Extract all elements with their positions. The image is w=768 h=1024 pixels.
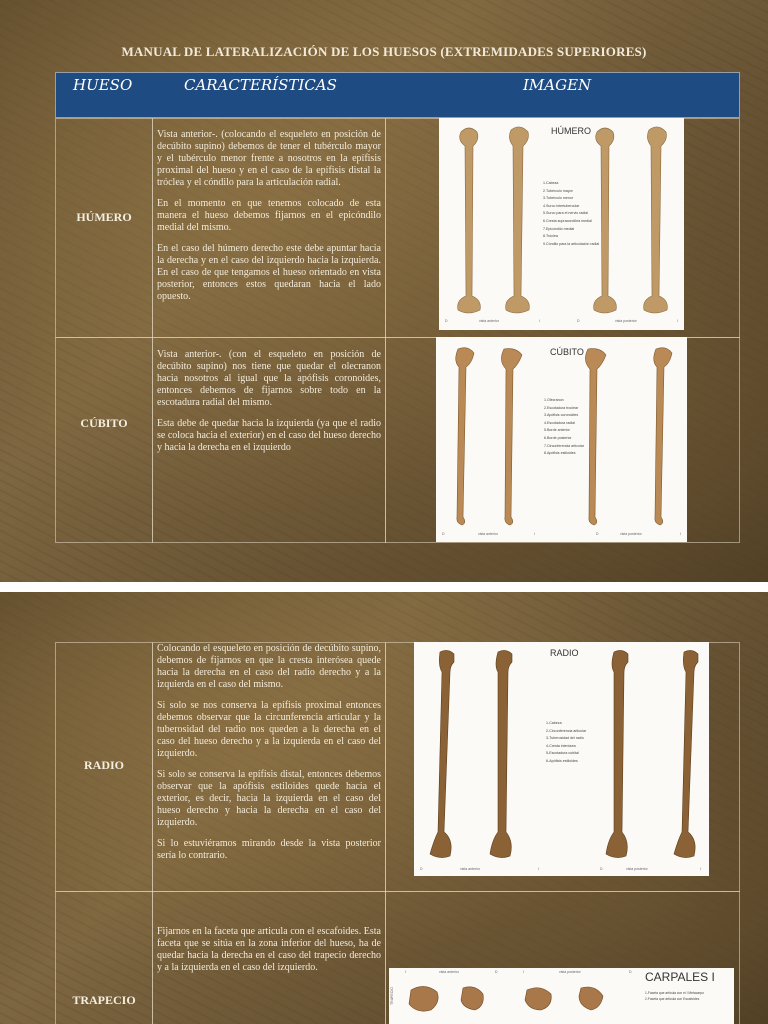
caption-view: vista posterior: [615, 319, 637, 323]
humero-legend-item: 5.Surco para el nervio radial: [543, 211, 588, 216]
radio-legend-item: 4-Cresta interósea: [546, 743, 576, 748]
cubito-legend-item: 7.Circunferencia articular: [544, 443, 584, 448]
humero-legend-item: 2.Tubérculo mayor: [543, 188, 573, 193]
radio-legend-item: 5-Escotadura cubital: [546, 751, 579, 756]
trapecio-side-label: TRAPECIO: [389, 987, 394, 1005]
radio-paragraph-4: Si lo estuviéramos mirando desde la vista posterior sería lo contrario.: [157, 838, 381, 861]
humero-image: [439, 118, 684, 330]
humero-legend-item: 8.Tróclea: [543, 234, 558, 239]
cubito-paragraph-2: Esta debe de quedar hacia la izquierda (ya que el radio se coloca hacia el exterior) en el caso del hueso derecho y hacia la derecha en el izquierdo: [157, 418, 381, 453]
bone-name-humero: HÚMERO: [76, 210, 132, 224]
radio-description: [157, 643, 381, 871]
cell-cubito-name: [55, 337, 153, 543]
radio-legend-item: 3-Tuberosidad del radio: [546, 736, 584, 741]
table-header: [55, 72, 740, 118]
humero-description: [157, 129, 381, 312]
radio-legend-item: 1-Cabeza: [546, 721, 562, 725]
cubito-legend-item: 8.Apófisis estiloides: [544, 451, 576, 456]
humero-legend-item: 7.Epicóndilo medial: [543, 226, 575, 231]
cubito-legend-item: 6.Borde posterior: [544, 435, 572, 440]
caption-view: vista anterior: [439, 970, 460, 974]
radio-image-title: RADIO: [550, 648, 579, 658]
radio-image: [414, 642, 709, 876]
humero-legend-item: 6.Cresta supracondílea medial: [543, 218, 592, 223]
cubito-legend-item: 3.Apófisis coronoides: [544, 413, 579, 418]
header-hueso: HUESO: [73, 76, 133, 94]
radio-legend: [546, 720, 586, 766]
caption-side: D: [600, 867, 603, 871]
caption-side: D: [596, 532, 599, 536]
header-imagen: IMAGEN: [523, 76, 592, 94]
bone-name-cubito: CÚBITO: [80, 416, 128, 430]
document-title: MANUAL DE LATERALIZACIÓN DE LOS HUESOS (EXTREMIDADES SUPERIORES): [121, 44, 647, 59]
document-page-2: [0, 592, 768, 1024]
caption-side: I: [680, 532, 681, 536]
cubito-legend-item: 5.Borde anterior: [544, 428, 570, 433]
caption-side: I: [523, 970, 524, 974]
cubito-paragraph-1: Vista anterior-. (con el esqueleto en posición de decúbito supino) nos tiene que quedar el olecranon hacia nosotros al igual que la apófisis coronoides, entonces debemos de fijarnos sobre todo en la escotadura radial del mismo.: [157, 349, 381, 408]
cubito-legend-item: 4.Escotadura radial: [544, 420, 575, 425]
caption-side: D: [445, 319, 448, 323]
trapecio-legend-item: 2-Faceta que articula con Escafoides: [645, 997, 700, 1001]
trapecio-legend-item: 1-Faceta que articula con el I Metacarpo: [645, 991, 705, 995]
caption-side: I: [538, 867, 539, 871]
caption-side: I: [677, 319, 678, 323]
humero-paragraph-3: En el caso del húmero derecho este debe apuntar hacia la derecha y en el caso del izquierdo hacia la izquierda. En el caso de que tengamos el hueso orientado en vista posterior, entonces estos quedaran hacia el lado opuesto.: [157, 243, 381, 302]
trapecio-description: [157, 926, 381, 983]
trapecio-image-title: CARPALES I: [645, 970, 715, 984]
caption-view: vista anterior: [460, 867, 481, 871]
cubito-legend: [544, 397, 584, 458]
caption-view: vista posterior: [620, 532, 642, 536]
humero-legend-item: 3.Tubérculo menor: [543, 196, 574, 201]
bone-name-radio: RADIO: [83, 758, 124, 772]
cubito-legend-item: 2.Escotadura troclear: [544, 405, 579, 410]
caption-view: vista posterior: [559, 970, 581, 974]
page-break: [0, 582, 768, 592]
cubito-image: [436, 337, 687, 542]
humero-paragraph-1: Vista anterior-. (colocando el esqueleto en posición de decúbito supino) debemos de tener el tubérculo mayor y el tubérculo menor frente a nosotros en la epífisis proximal del hueso y en el caso de la epífisis distal la tróclea y el cóndilo para la articulación radial.: [157, 129, 381, 188]
trapecio-paragraph-1: Fijarnos en la faceta que articula con el escafoides. Esta faceta que se sitúa en la zona inferior del hueso, ha de quedar hacia la derecha en el caso del trapecio derecho y a la izquierda en el caso del izquierdo.: [157, 926, 381, 973]
header-caracteristicas: CARACTERÍSTICAS: [184, 76, 337, 94]
caption-side: D: [495, 970, 498, 974]
humero-legend-item: 4.Surco intertubercular: [543, 203, 580, 208]
caption-side: D: [420, 867, 423, 871]
radio-paragraph-1: Colocando el esqueleto en posición de decúbito supino, debemos de fijarnos en que la cresta interósea quede hacia la derecha en el caso del radio derecho y a la izquierda en el caso del mismo.: [157, 643, 381, 690]
humero-paragraph-2: En el momento en que tenemos colocado de esta manera el hueso debemos fijarnos en el epicóndilo medial del mismo.: [157, 198, 381, 233]
bone-name-trapecio: TRAPECIO: [72, 993, 136, 1007]
caption-view: vista anterior: [478, 532, 499, 536]
cubito-description: [157, 349, 381, 463]
cubito-image-title: CÚBITO: [550, 347, 584, 357]
humero-legend-item: 9.Cóndilo para la articulación radial: [543, 241, 600, 246]
caption-side: I: [534, 532, 535, 536]
radio-paragraph-3: Si solo se conserva la epífisis distal, entonces debemos observar que la apófisis estiloides quede hacia el exterior, es decir, hacia la izquierda en el caso del hueso derecho y hacia la derecha en el caso del izquierdo.: [157, 769, 381, 828]
humero-image-title: HÚMERO: [551, 126, 591, 136]
caption-side: I: [539, 319, 540, 323]
radio-paragraph-2: Si solo se nos conserva la epífisis proximal entonces debemos observar que la circunferencia articular y la tuberosidad del radio nos queden a la derecha en el caso del hueso derecho y a la izquierda en el caso del izquierdo.: [157, 700, 381, 759]
caption-side: I: [405, 970, 406, 974]
caption-side: D: [629, 970, 632, 974]
trapecio-image: [389, 968, 734, 1024]
cubito-legend-item: 1.Olécranon: [544, 398, 564, 402]
radio-legend-item: 6-Apófisis estiloides: [546, 758, 578, 763]
caption-view: vista posterior: [626, 867, 648, 871]
trapecio-legend: [645, 990, 704, 1002]
caption-side: D: [442, 532, 445, 536]
caption-side: I: [700, 867, 701, 871]
humero-legend: [543, 180, 599, 248]
caption-side: D: [577, 319, 580, 323]
caption-view: vista anterior: [479, 319, 500, 323]
humero-legend-item: 1.Cabeza: [543, 181, 559, 185]
radio-legend-item: 2-Circunferencia articular: [546, 728, 587, 733]
cell-humero-name: [55, 118, 153, 338]
